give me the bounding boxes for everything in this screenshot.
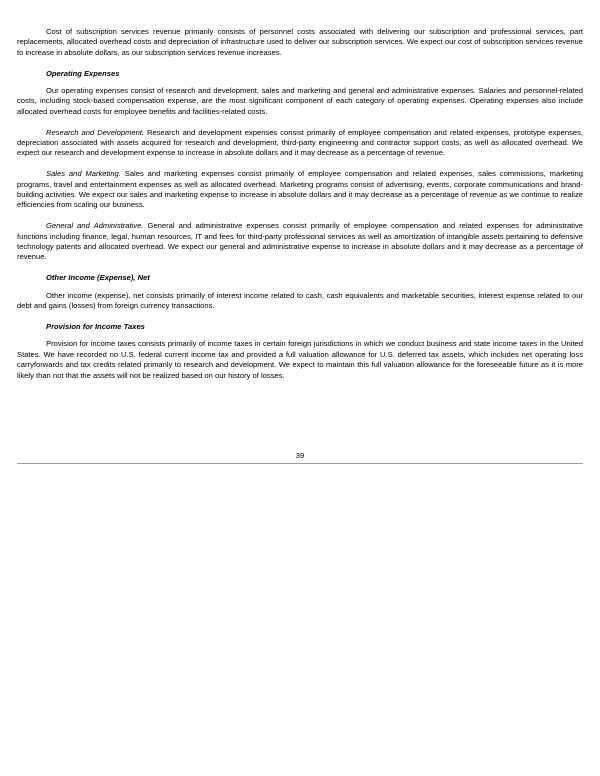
page-number: 39 [295,451,305,460]
other-income-paragraph: Other income (expense), net consists primarily of interest income related to cash, cash equivalents and marketable securities, interest expense related to our debt and gains (losses) from foreign currency transactions. [17,290,583,311]
sales-marketing-paragraph [17,169,583,211]
general-administrative-paragraph [17,221,583,263]
income-taxes-heading: Provision for Income Taxes [46,321,145,331]
general-administrative-body: General and administrative expenses consist primarily of employee compensation and related expenses for administrative functions including finance, legal, human resources, IT and fees for third-party professional services as well as amortization of intangible assets pertaining to defensive technology patents and allocated overhead. We expect our general and administrative expense to increase in absolute dollars and it may decrease as a percentage of revenue. [17,221,584,262]
research-development-paragraph [17,128,583,159]
operating-expenses-paragraph: Our operating expenses consist of research and development, sales and marketing and general and administrative expenses. Salaries and personnel-related costs, including stock-based compensation expense, are the most significant component of each category of operating expenses. Operating expenses also include allocated overhead costs for employee benefits and facilities-related costs. [17,86,583,116]
general-administrative-lead: General and Administrative. [46,221,144,231]
research-development-lead: Research and Development. [46,127,145,137]
footer-divider [17,463,583,464]
cost-subscription-paragraph: Cost of subscription services revenue primarily consists of personnel costs associated with delivering our subscription and professional services, part replacements, allocated overhead costs and depreciation of infrastructure used to deliver our subscription services. We expect our cost of subscription services revenue to increase in absolute dollars, as our subscription services revenue increases. [17,27,583,57]
operating-expenses-heading: Operating Expenses [46,68,120,78]
other-income-heading: Other Income (Expense), Net [46,273,150,283]
income-taxes-paragraph: Provision for income taxes consists primarily of income taxes in certain foreign jurisdictions in which we conduct business and state income taxes in the United States. We have recorded no U.S. federal current income tax and provided a full valuation allowance for U.S. deferred tax assets, which includes net operating loss carryforwards and tax credits related primarily to research and development. We expect to maintain this full valuation allowance for the foreseeable future as it is more likely than not that the assets will not be realized based on our history of losses. [17,339,583,380]
research-development-body: Research and development expenses consist primarily of employee compensation and related expenses, prototype expenses, depreciation associated with assets acquired for research and development, third-party engineering and contractor support costs, as well as allocated overhead. We expect our research and development expense to increase in absolute dollars and it may decrease as a percentage of revenue. [17,127,583,158]
sales-marketing-body: Sales and marketing expenses consist primarily of employee compensation and related expenses, sales commissions, marketing programs, travel and entertainment expenses as well as allocated overhead. Marketing programs consist of advertising, events, corporate communications and brand-building activities. We expect our sales and marketing expense to increase in absolute dollars and it may decrease as a percentage of revenue as we continue to realize efficiencies from scaling our business. [17,169,583,210]
document-page [17,27,583,391]
sales-marketing-lead: Sales and Marketing. [46,169,121,179]
